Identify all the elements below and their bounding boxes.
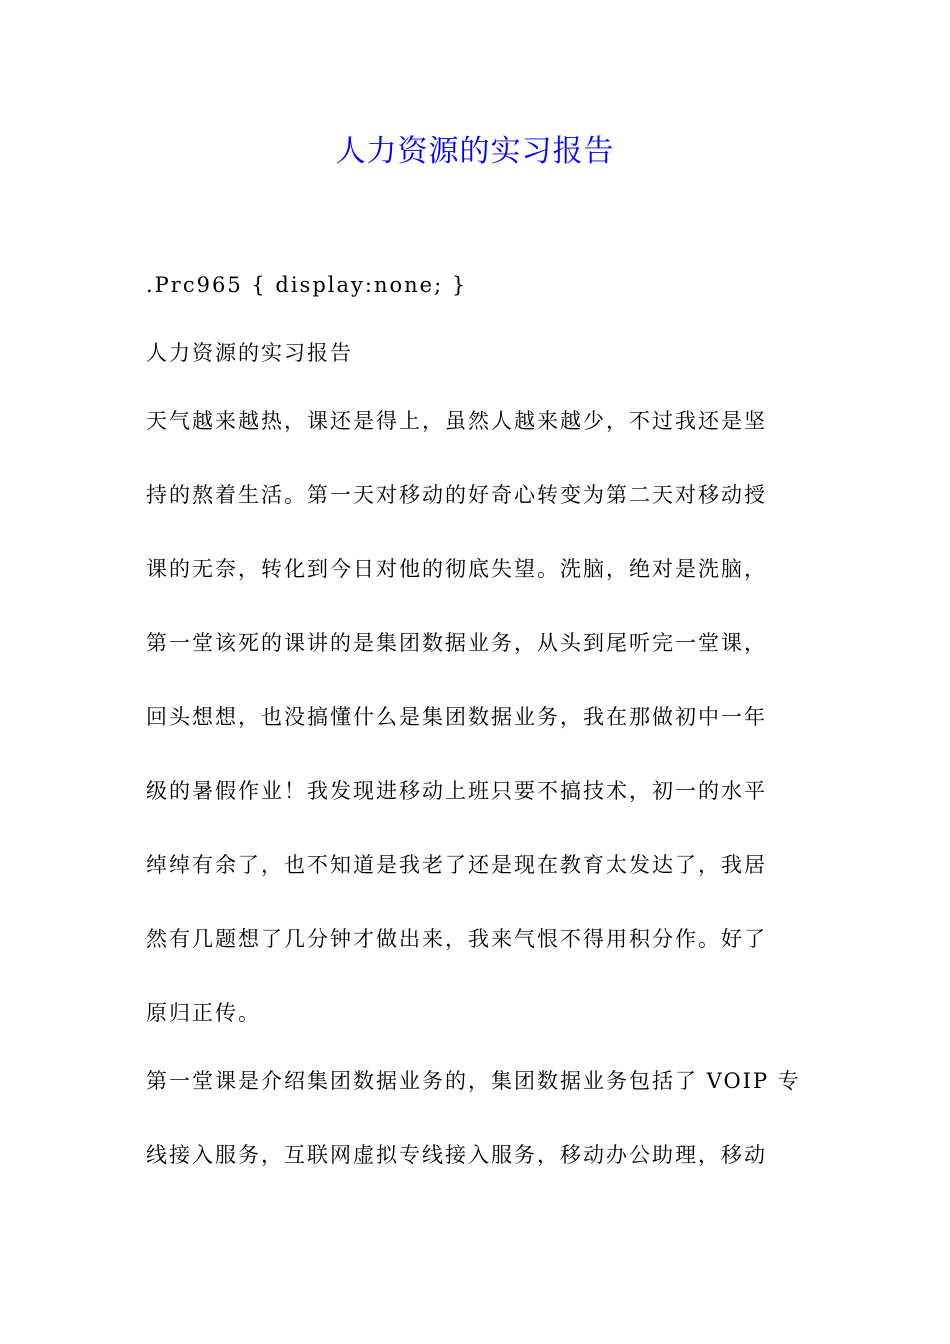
paragraph-line: 天气越来越热，课还是得上，虽然人越来越少，不过我还是坚 <box>146 409 767 433</box>
paragraph-line: 绰绰有余了，也不知道是我老了还是现在教育太发达了，我居 <box>146 853 767 877</box>
paragraph-line: 原归正传。 <box>146 1001 261 1025</box>
css-line: .Prc965 { display:none; } <box>146 273 468 297</box>
paragraph-2 <box>146 1060 806 1177</box>
document-body <box>146 264 806 1202</box>
paragraph-line: 第一堂课是介绍集团数据业务的，集团数据业务包括了 VOIP 专 <box>146 1069 801 1093</box>
paragraph-line: 课的无奈，转化到今日对他的彻底失望。洗脑，绝对是洗脑， <box>146 557 767 581</box>
paragraph-line: 持的熬着生活。第一天对移动的好奇心转变为第二天对移动授 <box>146 483 767 507</box>
paragraph-line: 然有几题想了几分钟才做出来，我来气恨不得用积分作。好了 <box>146 927 767 951</box>
page-title: 人力资源的实习报告 <box>335 134 615 169</box>
document-subtitle: 人力资源的实习报告 <box>146 341 353 365</box>
paragraph-line: 级的暑假作业！我发现进移动上班只要不搞技术，初一的水平 <box>146 779 767 803</box>
paragraph-line: 第一堂该死的课讲的是集团数据业务，从头到尾听完一堂课， <box>146 631 767 655</box>
paragraph-line: 回头想想，也没搞懂什么是集团数据业务，我在那做初中一年 <box>146 705 767 729</box>
paragraph-line: 线接入服务，互联网虚拟专线接入服务，移动办公助理，移动 <box>146 1143 767 1167</box>
paragraph-1 <box>146 400 806 1035</box>
